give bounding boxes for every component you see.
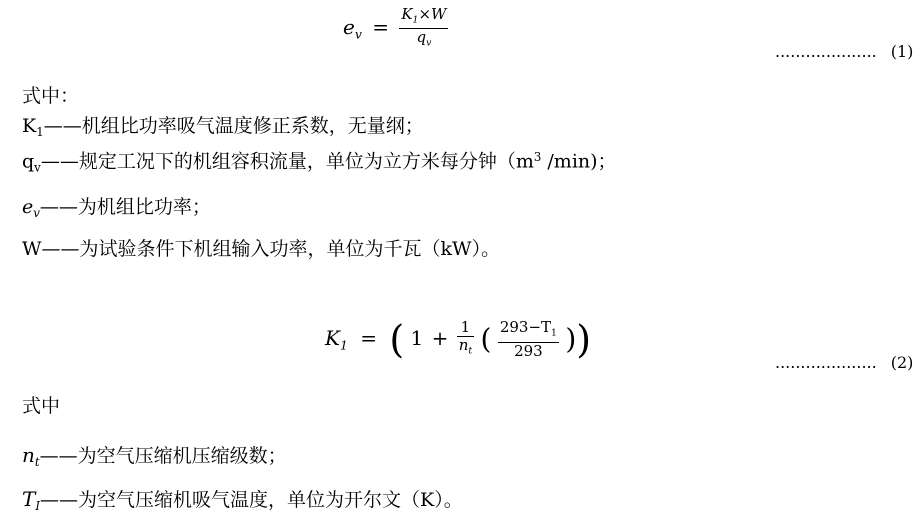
- def-w: W——为试验条件下机组输入功率，单位为千瓦（kW）。: [22, 238, 501, 260]
- eq1-number-line: .................... (1): [775, 42, 914, 61]
- eq2-number-line: .................... (2): [775, 353, 914, 372]
- equation-2: $K_1$ = ( 1 + $\frac{1}{n_t}$ ( $\frac{293-T_1}{293}$ )): [325, 317, 592, 362]
- def-nt: $n_t——$为空气压缩机压缩级数；: [22, 443, 287, 470]
- def-qv: $q_v——$规定工况下的机组容积流量，单位为立方米每分钟（$m^3$ /min)；: [22, 150, 617, 175]
- def-k1: $K_1——$机组比功率吸气温度修正系数，无量纲；: [22, 115, 424, 140]
- eq2-inner-fraction: $\frac{293-T_1}{293}$: [499, 318, 557, 360]
- where-label-2: 式中: [22, 395, 61, 417]
- def-ev: $e_v——$为机组比功率；: [22, 196, 211, 221]
- def-ti: $T_I——$为空气压缩机吸气温度，单位为开尔文（K）。: [22, 487, 463, 514]
- eq2-outer-fraction: $\frac{1}{n_t}$: [458, 318, 473, 357]
- eq2-lhs: $K_1$: [325, 326, 348, 353]
- eq1-lhs: $e_v$: [343, 15, 362, 42]
- eq1-fraction: $\frac{K_1\times W}{q_v}$: [401, 5, 447, 49]
- where-label-1: 式中：: [22, 85, 80, 107]
- equation-1: $e_v$ = $\frac{K_1\times W}{q_v}$: [343, 6, 448, 52]
